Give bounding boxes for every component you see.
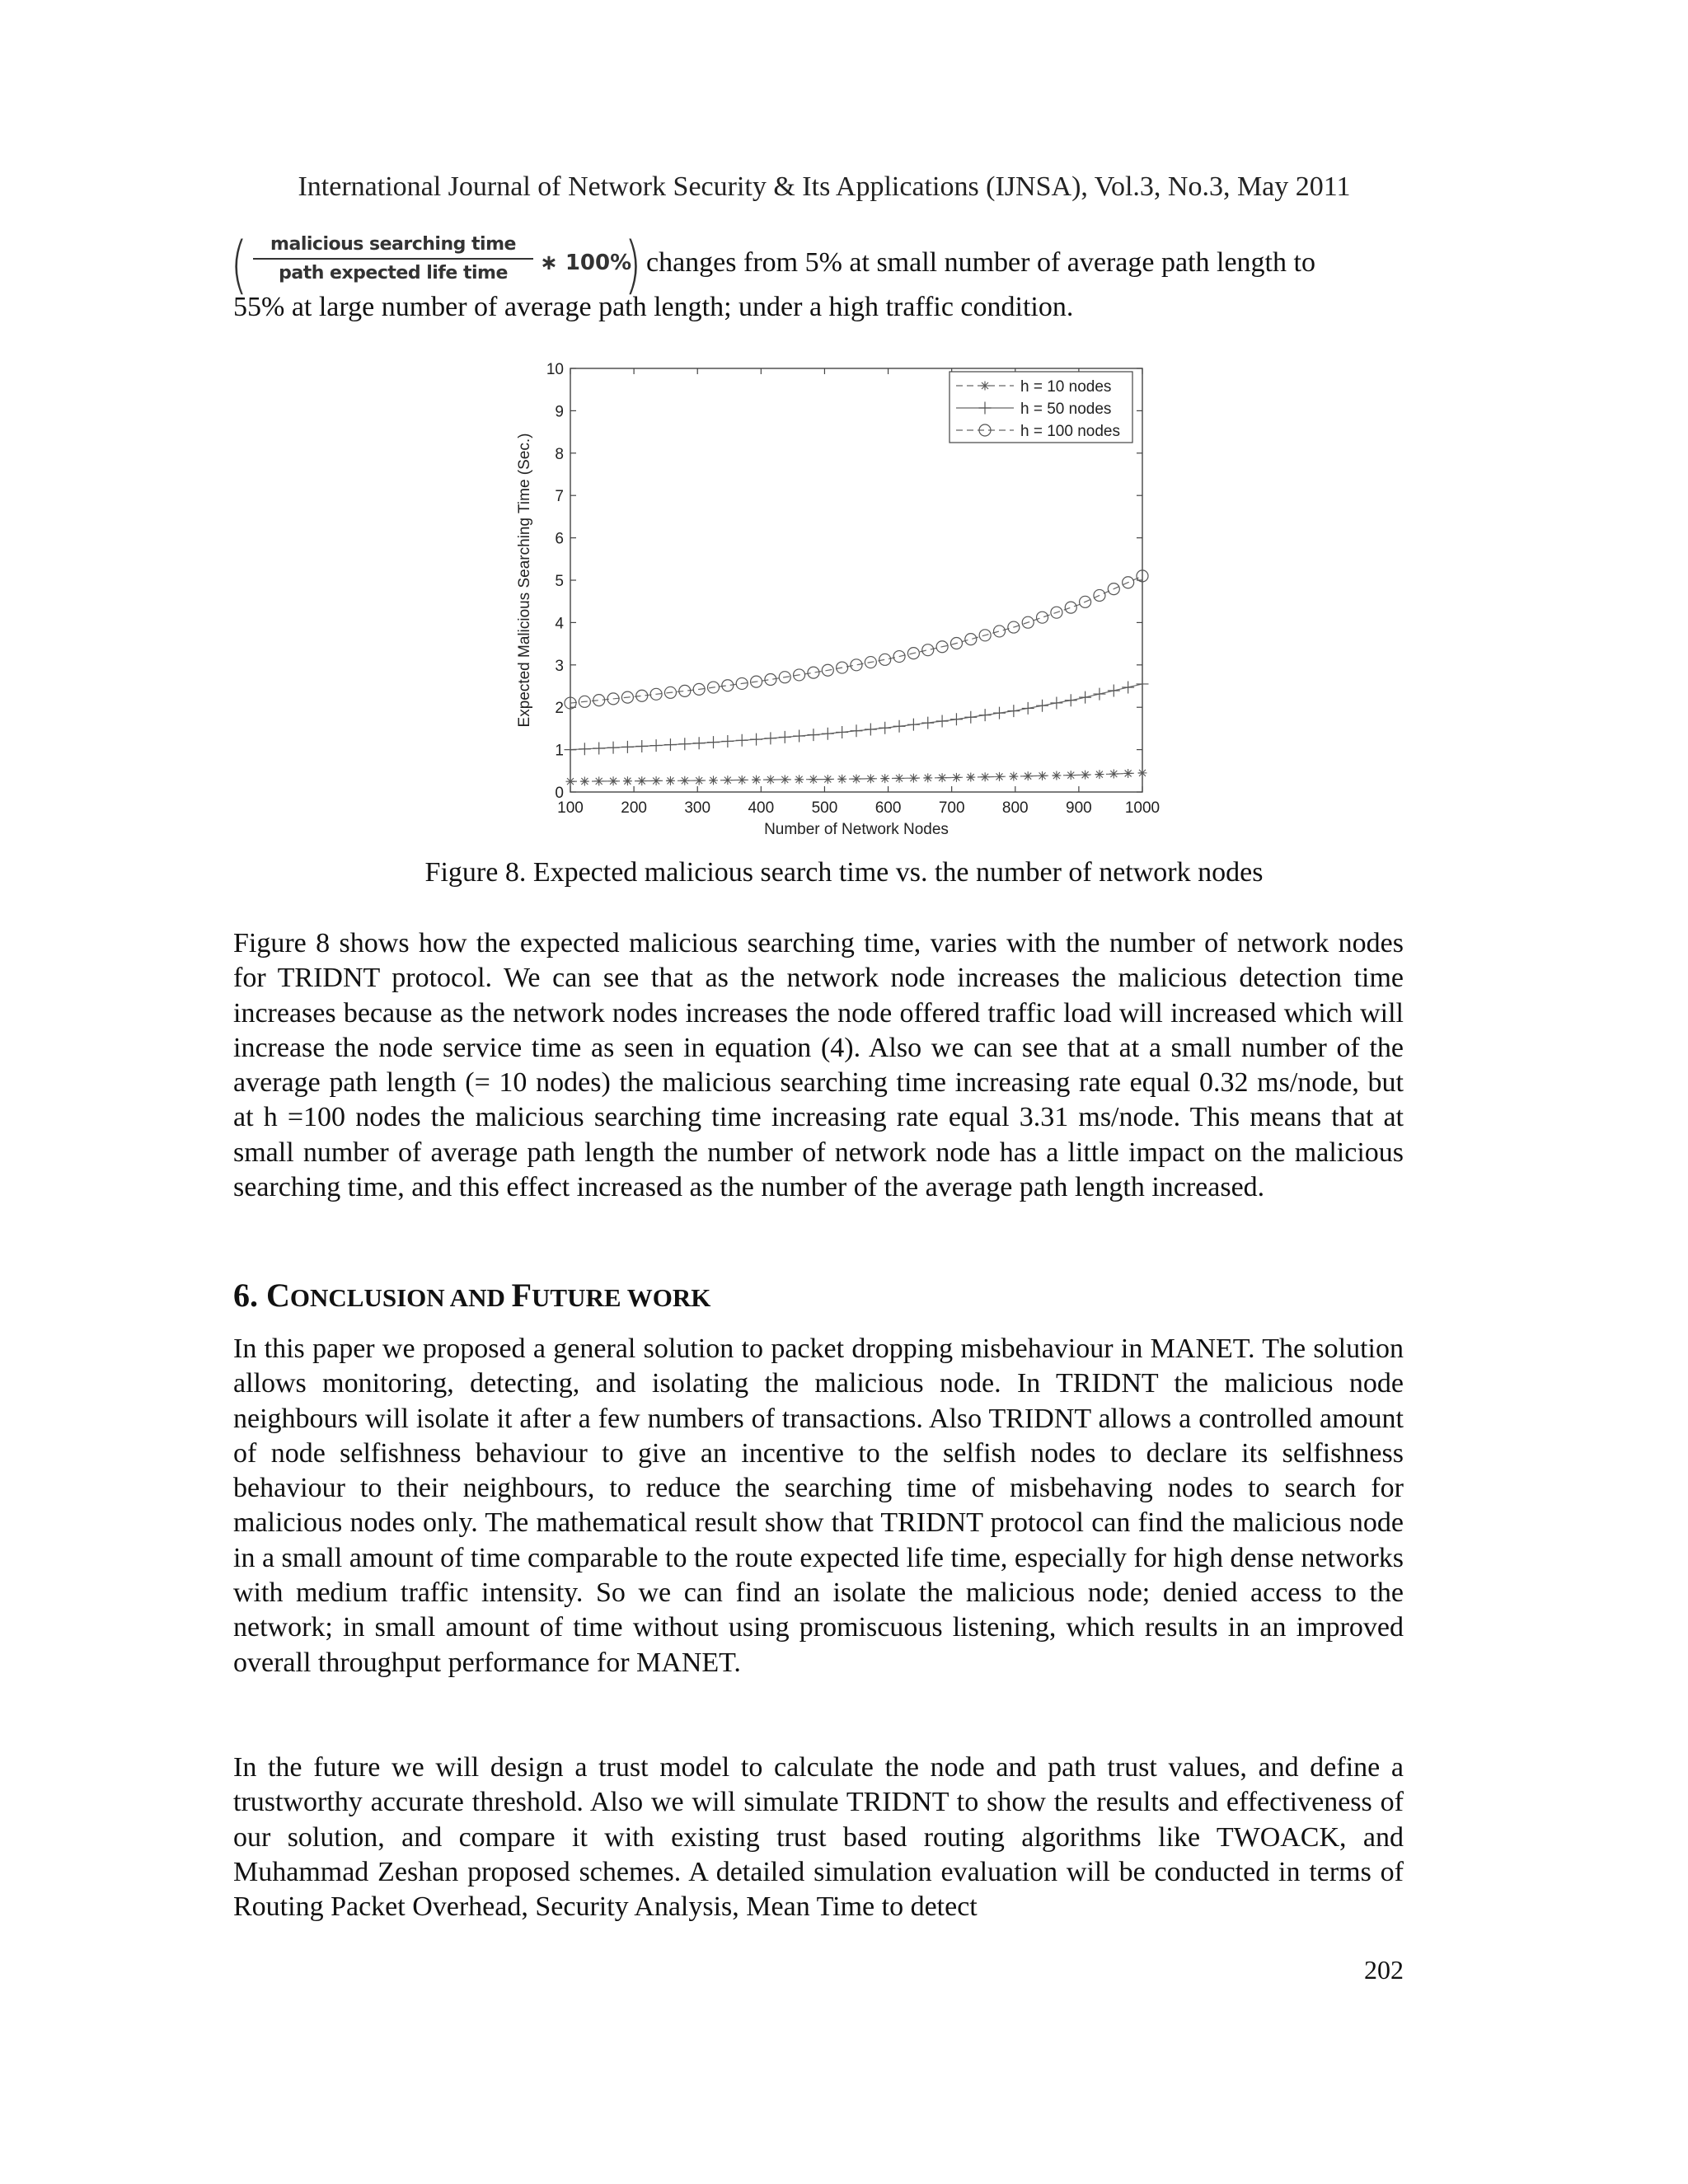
series-marker-1 [781, 775, 790, 784]
series-marker-2 [1122, 681, 1134, 693]
journal-header: International Journal of Network Security & Its Applications (IJNSA), Vol.3, No.3, May 2011 [298, 171, 1351, 202]
series-marker-3 [922, 644, 934, 656]
legend-label-2: h = 50 nodes [1020, 401, 1112, 418]
series-marker-3 [994, 626, 1006, 637]
series-marker-1 [823, 775, 832, 784]
section-title-c: C [266, 1277, 290, 1314]
series-marker-1 [1081, 771, 1090, 780]
y-tick-label: 3 [555, 657, 564, 675]
x-tick-label: 900 [1066, 799, 1092, 817]
series-marker-2 [764, 732, 776, 744]
section-title-f: F [511, 1277, 532, 1314]
series-marker-2 [907, 719, 920, 731]
series-marker-2 [879, 722, 891, 734]
paragraph-figure-discussion: Figure 8 shows how the expected malicious searching time, varies with the number of network nodes for TRIDNT protocol. We can see that as the network node increases the malicious detection time increases because as the network nodes increases the node offered traffic load will increased which will increase the node service time as seen in equation (4). Also we can see that at a small number of the average path length (= 10 nodes) the malicious searching time increasing rate equal 0.32 ms/node, but at h =100 nodes the malicious searching time increasing rate equal 3.31 ms/node. This means that at small number of average path length the number of network node has a little impact on the malicious searching time, and this effect increased as the number of the average path length increased. [233, 928, 1404, 1203]
section-title-part2: UTURE WORK [532, 1283, 711, 1312]
x-tick-label: 400 [748, 799, 775, 817]
series-marker-1 [909, 774, 918, 783]
series-marker-1 [1095, 770, 1104, 779]
page-number: 202 [1364, 1955, 1404, 1985]
section-heading [233, 1276, 710, 1315]
series-marker-2 [979, 709, 992, 721]
series-marker-1 [880, 774, 889, 783]
x-tick-label: 600 [874, 799, 902, 817]
y-tick-label: 6 [555, 530, 564, 548]
series-marker-1 [609, 776, 618, 785]
series-marker-1 [809, 775, 818, 784]
intro-text-line1: changes from 5% at small number of average path length to [646, 247, 1315, 278]
y-tick-label: 5 [555, 573, 564, 590]
ratio-formula [230, 227, 642, 301]
series-marker-1 [652, 776, 661, 785]
series-marker-1 [637, 776, 646, 785]
paragraph-future-work: In the future we will design a trust model to calculate the node and path trust values, and define a trustworthy accurate threshold. Also we will simulate TRIDNT to show the results and effectiveness of our solution, and compare it with existing trust based routing algorithms like TWOACK, and Muhammad Zeshan proposed schemes. A detailed simulation evaluation will be conducted in terms of Routing Packet Overhead, Security Analysis, Mean Time to detect [233, 1752, 1404, 1923]
series-marker-2 [565, 743, 577, 756]
series-marker-2 [893, 720, 906, 733]
formula-denominator: path expected life time [279, 263, 508, 284]
series-marker-2 [1079, 691, 1091, 704]
series-marker-1 [1109, 770, 1118, 779]
x-tick-label: 700 [938, 799, 965, 817]
series-marker-1 [966, 773, 975, 782]
x-tick-label: 800 [1001, 799, 1029, 817]
y-tick-label: 9 [555, 403, 564, 421]
x-tick-label: 500 [811, 799, 838, 817]
series-marker-1 [709, 776, 718, 785]
series-marker-2 [851, 724, 863, 737]
series-marker-1 [795, 775, 804, 784]
series-marker-2 [921, 717, 934, 729]
series-marker-2 [993, 707, 1006, 719]
series-marker-2 [1137, 677, 1149, 690]
series-marker-2 [593, 742, 605, 754]
series-marker-1 [623, 776, 632, 785]
series-marker-2 [678, 738, 691, 750]
legend-label-3: h = 100 nodes [1020, 423, 1120, 440]
series-marker-1 [866, 774, 875, 783]
series-marker-3 [1037, 612, 1048, 623]
series-marker-1 [1038, 771, 1047, 780]
formula-numerator: malicious searching time [253, 234, 533, 260]
series-marker-1 [766, 776, 775, 785]
series-line-3 [570, 576, 1142, 703]
series-marker-1 [923, 773, 932, 782]
series-marker-1 [852, 775, 861, 784]
x-axis-label: Number of Network Nodes [764, 821, 949, 838]
right-paren: ) [624, 227, 642, 301]
y-tick-label: 1 [555, 742, 564, 760]
series-marker-2 [1108, 685, 1120, 697]
series-marker-1 [752, 776, 761, 785]
series-marker-1 [723, 776, 732, 785]
formula-line [230, 227, 1404, 301]
x-tick-label: 200 [621, 799, 647, 817]
y-axis-label: Expected Malicious Searching Time (Sec.) [516, 433, 533, 728]
series-marker-1 [895, 774, 904, 783]
legend-marker-1 [981, 382, 990, 391]
y-tick-label: 10 [546, 361, 564, 378]
series-marker-2 [950, 713, 963, 725]
series-marker-2 [664, 738, 677, 751]
series-marker-2 [836, 726, 848, 738]
series-marker-2 [1065, 694, 1077, 706]
series-marker-3 [722, 680, 734, 691]
series-marker-2 [865, 723, 877, 735]
series-marker-2 [779, 731, 791, 743]
series-marker-2 [635, 740, 648, 752]
formula-multiplier: ∗ 100% [540, 251, 632, 275]
x-tick-label: 1000 [1124, 799, 1160, 817]
left-paren: ( [230, 227, 248, 301]
series-marker-1 [738, 776, 747, 785]
series-marker-2 [707, 736, 720, 748]
y-tick-label: 0 [555, 785, 564, 802]
x-tick-label: 100 [557, 799, 584, 817]
series-marker-2 [964, 711, 977, 724]
series-marker-2 [1022, 702, 1034, 715]
line-chart [495, 346, 1187, 857]
series-marker-3 [1065, 602, 1076, 613]
series-marker-2 [607, 742, 620, 754]
series-marker-2 [1036, 700, 1048, 712]
series-marker-1 [1024, 771, 1033, 780]
series-marker-1 [566, 777, 575, 786]
figure-8 [495, 346, 1187, 857]
series-marker-3 [765, 673, 776, 685]
section-title-part1: ONCLUSION AND [289, 1283, 512, 1312]
series-marker-2 [579, 743, 591, 755]
series-marker-1 [995, 772, 1004, 781]
series-marker-2 [1007, 705, 1020, 717]
series-marker-1 [1009, 772, 1018, 781]
series-marker-2 [736, 734, 748, 747]
series-marker-1 [1067, 771, 1076, 780]
series-marker-1 [1052, 771, 1061, 780]
series-marker-1 [938, 773, 947, 782]
section-number: 6. [233, 1277, 266, 1314]
series-marker-2 [807, 729, 819, 741]
legend-label-1: h = 10 nodes [1020, 378, 1112, 396]
series-marker-1 [580, 777, 589, 786]
series-marker-1 [1138, 768, 1147, 777]
series-marker-2 [650, 739, 663, 752]
series-marker-2 [1093, 688, 1105, 701]
series-marker-3 [851, 659, 862, 671]
fraction [253, 234, 533, 284]
series-marker-1 [952, 773, 961, 782]
series-marker-1 [1123, 769, 1132, 778]
series-marker-2 [1050, 696, 1062, 709]
series-marker-2 [621, 741, 634, 753]
series-marker-2 [936, 715, 949, 728]
paragraph-conclusion: In this paper we proposed a general solution to packet dropping misbehaviour in MANET. The solution allows monitoring, detecting, and isolating the malicious node. In TRIDNT the malicious node neighbours will isolate it after a few numbers of transactions. Also TRIDNT allows a controlled amount of node selfishness behaviour to give an incentive to the selfish nodes to declare its selfishness behaviour to their neighbours, to reduce the searching time of misbehaving nodes to search for malicious nodes only. The mathematical result show that TRIDNT protocol can find the malicious node in a small amount of time comparable to the route expected life time, especially for high dense networks with medium traffic intensity. So we can find an isolate the malicious node; denied access to the network; in small amount of time without using promiscuous listening, which results in an improved overall throughput performance for MANET. [233, 1333, 1404, 1678]
series-marker-2 [750, 733, 762, 746]
y-tick-label: 4 [555, 615, 564, 633]
series-marker-3 [879, 654, 891, 665]
series-marker-2 [721, 735, 734, 748]
series-marker-2 [793, 730, 805, 743]
series-marker-1 [837, 775, 846, 784]
series-marker-1 [695, 776, 704, 785]
y-tick-label: 8 [555, 445, 564, 463]
series-marker-1 [981, 772, 990, 781]
series-marker-3 [808, 667, 819, 678]
series-marker-1 [666, 776, 675, 785]
series-marker-1 [594, 776, 603, 785]
series-marker-2 [822, 728, 834, 740]
y-tick-label: 2 [555, 700, 564, 718]
series-marker-3 [965, 634, 977, 645]
y-tick-label: 7 [555, 488, 564, 506]
intro-text-line2: 55% at large number of average path length; under a high traffic condition. [233, 292, 1074, 322]
series-marker-1 [680, 776, 689, 785]
series-marker-2 [693, 737, 706, 749]
x-tick-label: 300 [684, 799, 711, 817]
figure-caption: Figure 8. Expected malicious search time vs. the number of network nodes [424, 857, 1264, 888]
